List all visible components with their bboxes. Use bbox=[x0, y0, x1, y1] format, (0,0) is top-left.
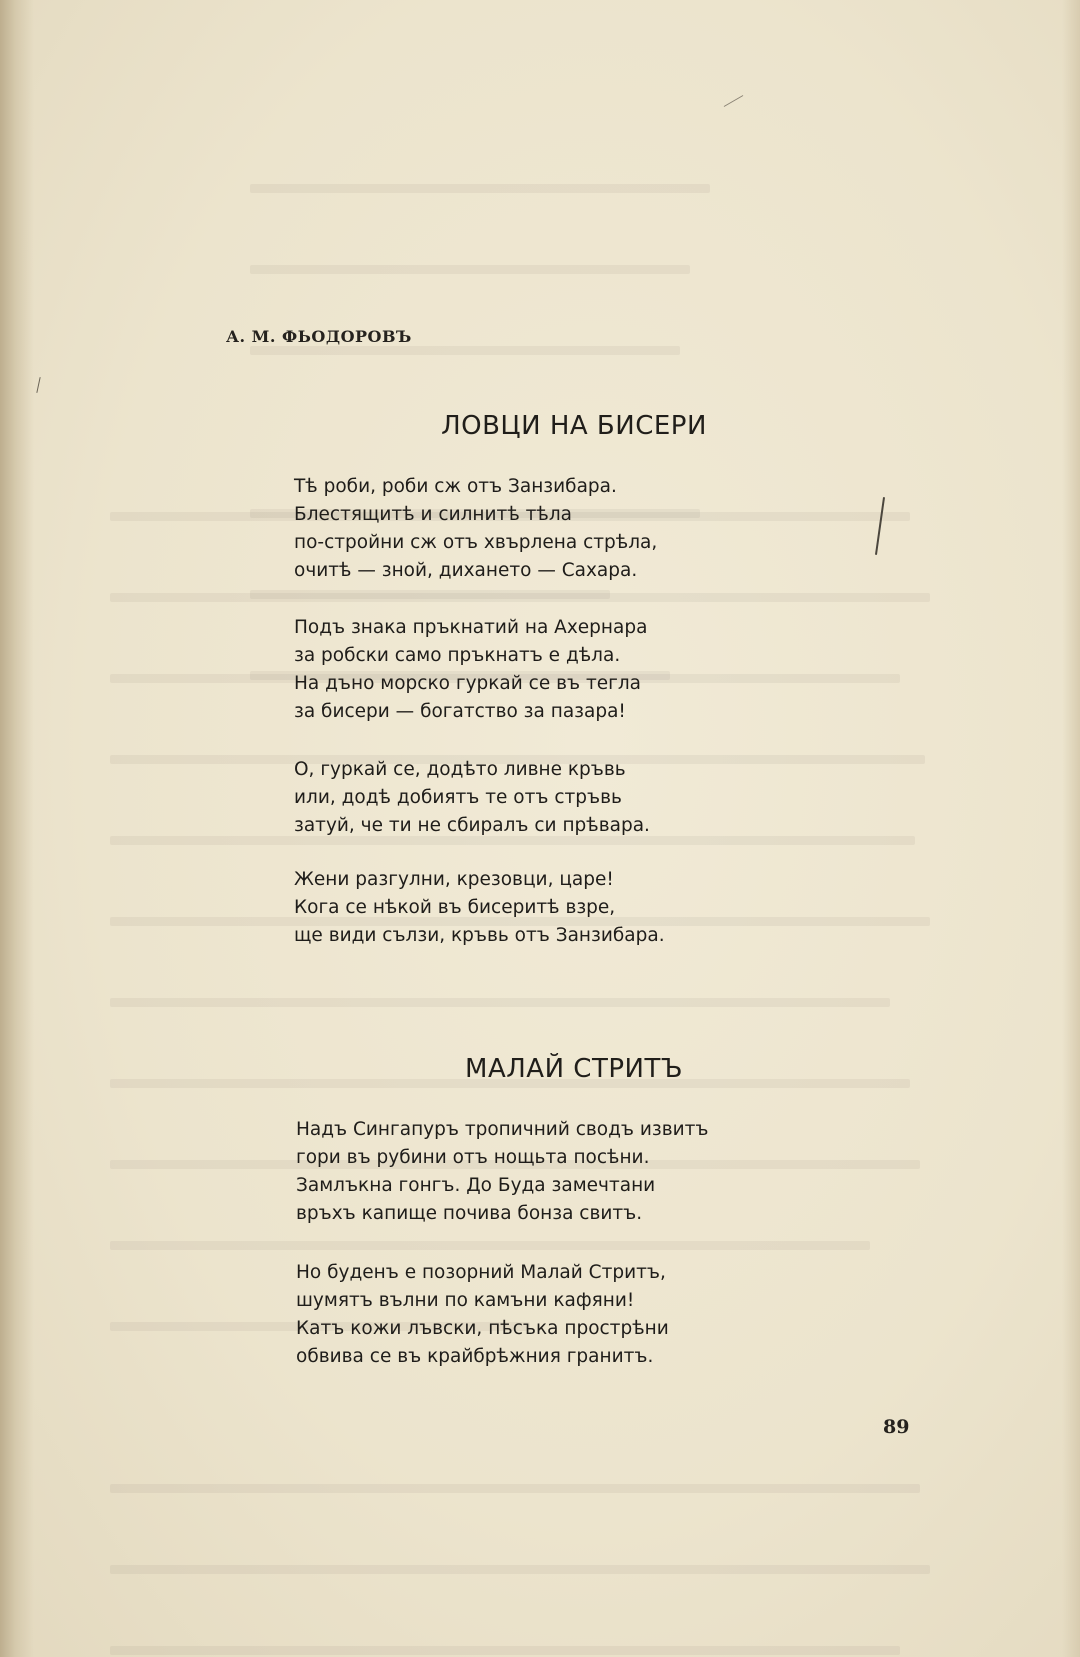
verse-line: шумятъ вълни по камъни кафяни! bbox=[296, 1290, 635, 1311]
verse-line: гори въ рубини отъ нощьта посѣни. bbox=[296, 1147, 650, 1168]
verse-line: На дъно морско гуркай се въ тегла bbox=[294, 673, 642, 694]
verse-line: или, додѣ добиятъ те отъ стръвь bbox=[294, 787, 622, 808]
verse-line: О, гуркай се, додѣто ливне кръвь bbox=[294, 759, 626, 780]
binding-shadow bbox=[0, 0, 34, 1657]
verse-line: Но буденъ е позорний Малай Стритъ, bbox=[296, 1262, 666, 1283]
stanza bbox=[294, 866, 794, 950]
stanza bbox=[294, 614, 794, 726]
page-number: 89 bbox=[883, 1416, 910, 1438]
verse-line: Замлъкна гонгъ. До Буда замечтани bbox=[296, 1175, 656, 1196]
verse-line: Тѣ роби, роби сж отъ Занзибара. bbox=[294, 476, 617, 497]
stanza bbox=[294, 473, 794, 585]
pencil-mark bbox=[36, 377, 40, 393]
stanza bbox=[296, 1259, 796, 1371]
verse-line: Катъ кожи лъвски, пѣсъка прострѣни bbox=[296, 1318, 669, 1339]
verse-line: за бисери — богатство за пазара! bbox=[294, 701, 626, 722]
verse-line: за робски само пръкнатъ е дѣла. bbox=[294, 645, 621, 666]
verse-line: Подъ знака пръкнатий на Ахернара bbox=[294, 617, 648, 638]
verse-line: ще види сълзи, кръвь отъ Занзибара. bbox=[294, 925, 665, 946]
verse-line: Жени разгулни, крезовци, царе! bbox=[294, 869, 614, 890]
verse-line: Блестящитѣ и силнитѣ тѣла bbox=[294, 504, 573, 525]
poem-title: МАЛАЙ СТРИТЪ bbox=[465, 1054, 683, 1084]
verse-line: по-стройни сж отъ хвърлена стрѣла, bbox=[294, 532, 658, 553]
page-edge-shadow bbox=[1062, 0, 1080, 1657]
verse-line: очитѣ — зной, диханeто — Сахара. bbox=[294, 560, 638, 581]
verse-line: Надъ Сингапуръ тропичний сводъ извитъ bbox=[296, 1119, 709, 1140]
verse-line: Кога се нѣкой въ бисеритѣ взре, bbox=[294, 897, 616, 918]
verse-line: обвива се въ крайбрѣжния гранитъ. bbox=[296, 1346, 654, 1367]
stanza bbox=[296, 1116, 796, 1228]
poem-title: ЛОВЦИ НА БИСЕРИ bbox=[441, 411, 707, 441]
pencil-mark bbox=[724, 95, 744, 107]
verse-line: връхъ капище почива бонза свитъ. bbox=[296, 1203, 643, 1224]
stanza bbox=[294, 756, 794, 840]
verse-line: затуй, че ти не сбиралъ си прѣвара. bbox=[294, 815, 650, 836]
author-name: А. М. ФЬОДОРОВЪ bbox=[226, 327, 412, 346]
